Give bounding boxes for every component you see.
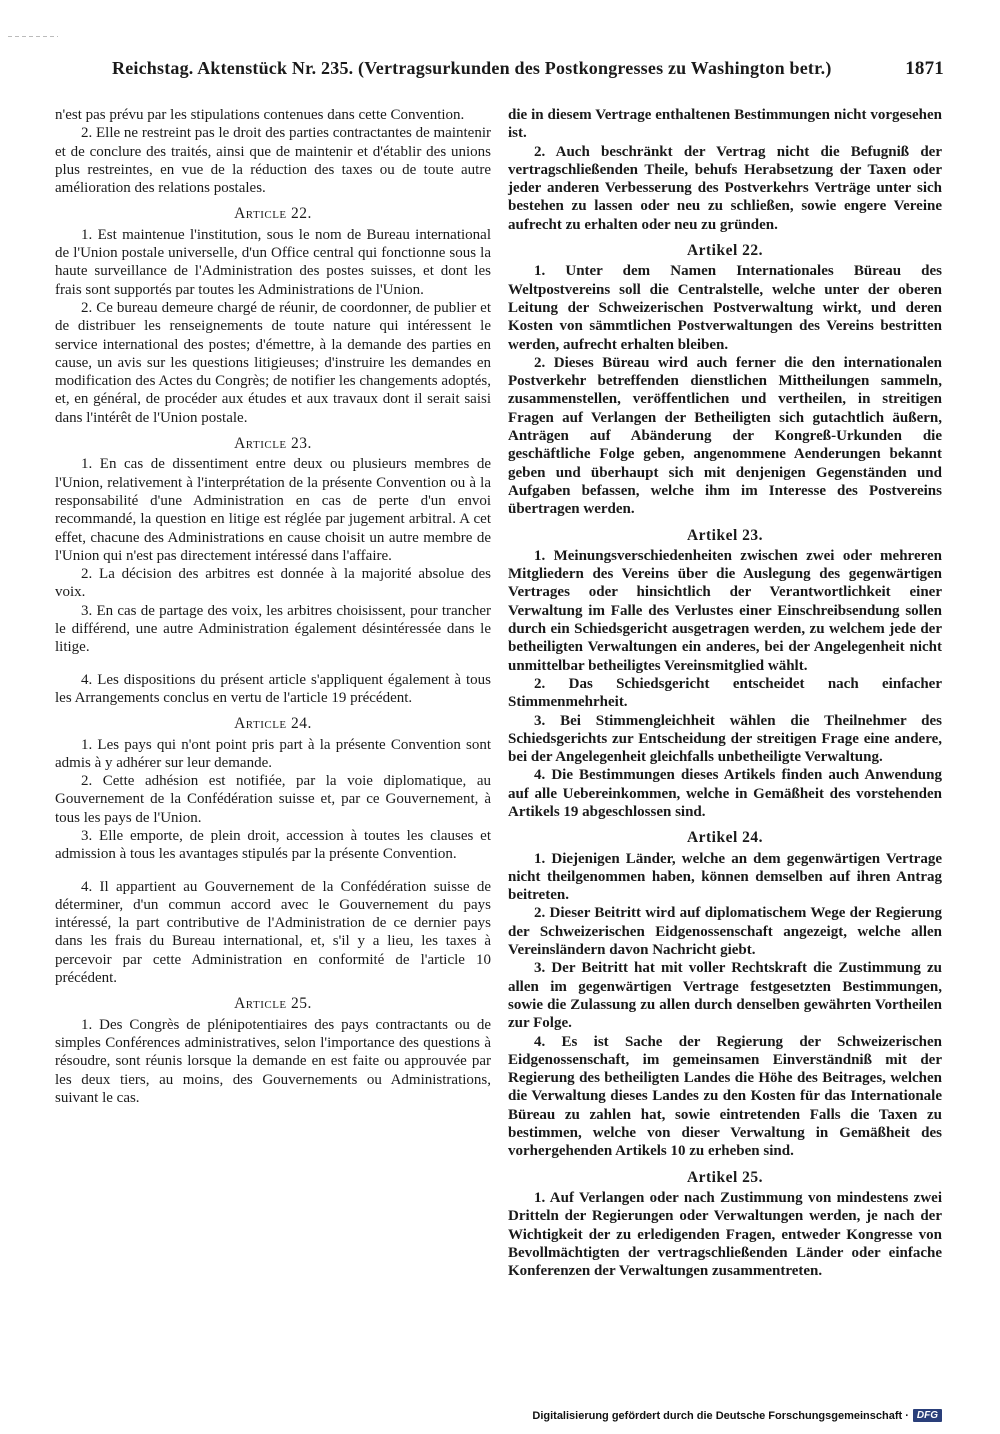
de-paragraph: 2. Dieses Büreau wird auch ferner die den internationalen Postverkehr betreffenden dienstlichen Mittheilungen sammeln, zusammenstellen, veröffentlichen und vertheilen, in streitigen Fragen auf Verlangen der Betheiligten sich gutachtlich äußern, Anträgen auf Abänderung der Kongreß-Urkunden die geschäftliche Folge geben, angenommene Aenderungen bekannt geben und überhaupt sich mit denjenigen Gegenständen und Aufgaben befassen, welche ihm im Interesse des Postvereins übertragen werden. [508,354,942,518]
fr-paragraph: 2. Elle ne restreint pas le droit des parties contractantes de maintenir et de conclure des traités, ainsi que de maintenir et d'établir des unions plus restreintes, en vue de la réduction des taxes ou de toute autre amélioration des relations postales. [55,125,491,197]
de-article-heading: Artikel 22. [686,242,764,260]
fr-paragraph: 1. Est maintenue l'institution, sous le nom de Bureau international de l'Union postale universelle, d'un Office central qui fonctionne sous la haute surveillance de l'Administration des postes suisses, et dont les frais sont supportés par toutes les Administrations de l'Union. [55,226,491,298]
de-paragraph: 1. Diejenigen Länder, welche an dem gegenwärtigen Vertrage nicht theilgenommen haben, können demselben auf ihren Antrag beitreten. [508,850,942,904]
de-article-heading: Artikel 24. [686,829,764,847]
de-paragraph: 2. Das Schiedsgericht entscheidet nach einfacher Stimmenmehrheit. [508,675,942,711]
scan-edge-mark [8,36,58,37]
fr-paragraph: 1. Des Congrès de plénipotentiaires des pays contractants ou de simples Conférences administratives, selon l'importance des questions à résoudre, sont réunis lorsque la demande en est faite ou approuvée par les deux tiers, au moins, des Gouvernements ou Administrations, suivant le cas. [55,1016,491,1106]
de-paragraph: 3. Bei Stimmengleichheit wählen die Theilnehmer des Schiedsgerichts zur Entscheidung der streitigen Frage eine andere, bei der Angelegenheit gleichfalls unbetheiligte Verwaltung. [508,712,942,766]
fr-article-heading: Article 22. [234,205,312,223]
de-paragraph: 1. Auf Verlangen oder nach Zustimmung von mindestens zwei Dritteln der Regierungen oder Verwaltungen werden, je nach der Wichtigkeit der zu erledigenden Fragen, entweder Kongresse von Bevollmächtigten der vertragschließenden Länder oder einfache Konferenzen der Verwaltungen zusammentreten. [508,1189,942,1280]
de-paragraph: 4. Es ist Sache der Regierung der Schweizerischen Eidgenossenschaft, im gemeinsamen Einverständniß mit der Regierung des betheiligten Landes die Höhe des Beitrages, welchen die Verwaltung dieses Landes zu den Kosten für das Internationale Büreau zu zahlen hat, sowie eintretenden Falls die Taxen zu bestimmen, welche von dieser Verwaltung in Gemäßheit des vorhergehenden Artikels 10 zu erheben sind. [508,1033,942,1160]
fr-paragraph: n'est pas prévu par les stipulations contenues dans cette Convention. [55,107,465,123]
fr-paragraph: 1. En cas de dissentiment entre deux ou plusieurs membres de l'Union, relativement à l'interprétation de la présente Convention ou à la responsabilité d'une Administration en cas de perte d'un envoi recommandé, la question en litige est réglée par jugement arbitral. A cet effet, chacune des Administrations en cause choisit un autre membre de l'Union qui n'est pas directement intéressé dans l'affaire. [55,456,491,564]
de-paragraph: die in diesem Vertrage enthaltenen Bestimmungen nicht vorgesehen ist. [508,107,942,142]
fr-article-heading: Article 24. [234,715,312,733]
de-article-heading: Artikel 25. [686,1168,764,1186]
de-paragraph: 4. Die Bestimmungen dieses Artikels finden auch Anwendung auf alle Uebereinkommen, welche in Gemäßheit des vorstehenden Artikels 19 abgeschlossen sind. [508,767,942,820]
de-paragraph: 2. Auch beschränkt der Vertrag nicht die Befugniß der vertragschließenden Theile, behufs Herabsetzung der Taxen oder jeder anderen Verbesserung des Postverkehrs Verträge unter sich bestehen zu lassen oder neu zu schließen, sowie engere Vereine aufrecht zu erhalten oder neu zu gründen. [508,143,942,233]
fr-paragraph: 3. En cas de partage des voix, les arbitres choisissent, pour trancher le différend, une autre Administration également désintéressée dans le litige. [55,602,491,656]
header-title: Reichstag. Aktenstück Nr. 235. (Vertragsurkunden des Postkongresses zu Washington betr.) [112,58,832,78]
de-paragraph: 1. Unter dem Namen Internationales Büreau des Weltpostvereins soll die Centralstelle, welche unter der oberen Leitung der Schweizerischen Postverwaltung wirkt, und deren Kosten von sämmtlichen Postverwaltungen des Vereins bestritten werden, aufrecht erhalten bleiben. [508,263,942,353]
dfg-logo: DFG [913,1409,942,1422]
fr-paragraph: 4. Il appartient au Gouvernement de la Confédération suisse de déterminer, d'un commun accord avec le Gouvernement du pays intéressé, la part contributive de l'Administration de ce dernier pays dans les frais du Bureau international, et, s'il y a lieu, les taxes à percevoir par cette Administration en conformité de l'article 10 précédent. [55,878,491,987]
fr-paragraph: 3. Elle emporte, de plein droit, accession à toutes les clauses et admission à tous les avantages stipulés par la présente Convention. [55,827,491,863]
fr-paragraph: 1. Les pays qui n'ont point pris part à la présente Convention sont admis à y adhérer sur leur demande. [55,736,491,771]
german-column [508,106,942,1280]
fr-article-heading: Article 23. [234,435,312,453]
fr-paragraph: 4. Les dispositions du présent article s'appliquent également à tous les Arrangements conclus en vertu de l'article 19 précédent. [55,671,491,706]
french-column [55,106,491,1107]
fr-paragraph: 2. Ce bureau demeure chargé de réunir, de coordonner, de publier et de distribuer les renseignements de toute nature qui intéressent le service international des postes; d'émettre, à la demande des parties en cause, un avis sur les questions litigieuses; d'instruire les demandes en modification des Actes du Congrès; de notifier les changements adoptés, et, en général, de procéder aux études et aux travaux dont il serait saisi dans l'intérêt de l'Union postale. [55,299,491,426]
de-paragraph: 2. Dieser Beitritt wird auf diplomatischem Wege der Regierung der Schweizerischen Eidgenossenschaft angezeigt, welche allen Vereinsländern davon Nachricht giebt. [508,905,942,959]
de-article-heading: Artikel 23. [686,526,764,544]
digitization-credit [532,1409,942,1422]
fr-paragraph: 2. La décision des arbitres est donnée à la majorité absolue des voix. [55,566,491,601]
de-paragraph: 1. Meinungsverschiedenheiten zwischen zwei oder mehreren Mitgliedern des Vereins über die Auslegung des gegenwärtigen Vertrages oder hinsichtlich der Verantwortlichkeit einer Verwaltung im Falle des Verlustes einer Einschreibsendung sollen durch ein Schiedsgericht ausgetragen werden, zu welchem jede der betheiligten Verwaltungen ein anderes, bei der Angelegenheit nicht unmittelbar betheiligtes Vereinsmitglied wählt. [508,547,942,674]
running-header [112,58,944,80]
credit-text: Digitalisierung gefördert durch die Deutsche Forschungsgemeinschaft · [532,1409,909,1422]
page-number: 1871 [905,58,944,79]
fr-paragraph: 2. Cette adhésion est notifiée, par la voie diplomatique, au Gouvernement de la Confédération suisse et, par ce Gouvernement, à tous les pays de l'Union. [55,773,491,826]
de-paragraph: 3. Der Beitritt hat mit voller Rechtskraft die Zustimmung zu allen im gegenwärtigen Vertrage festgesetzten Bestimmungen, sowie die Zulassung zu allen durch denselben gewährten Vortheilen zur Folge. [508,960,942,1032]
fr-article-heading: Article 25. [234,995,312,1013]
